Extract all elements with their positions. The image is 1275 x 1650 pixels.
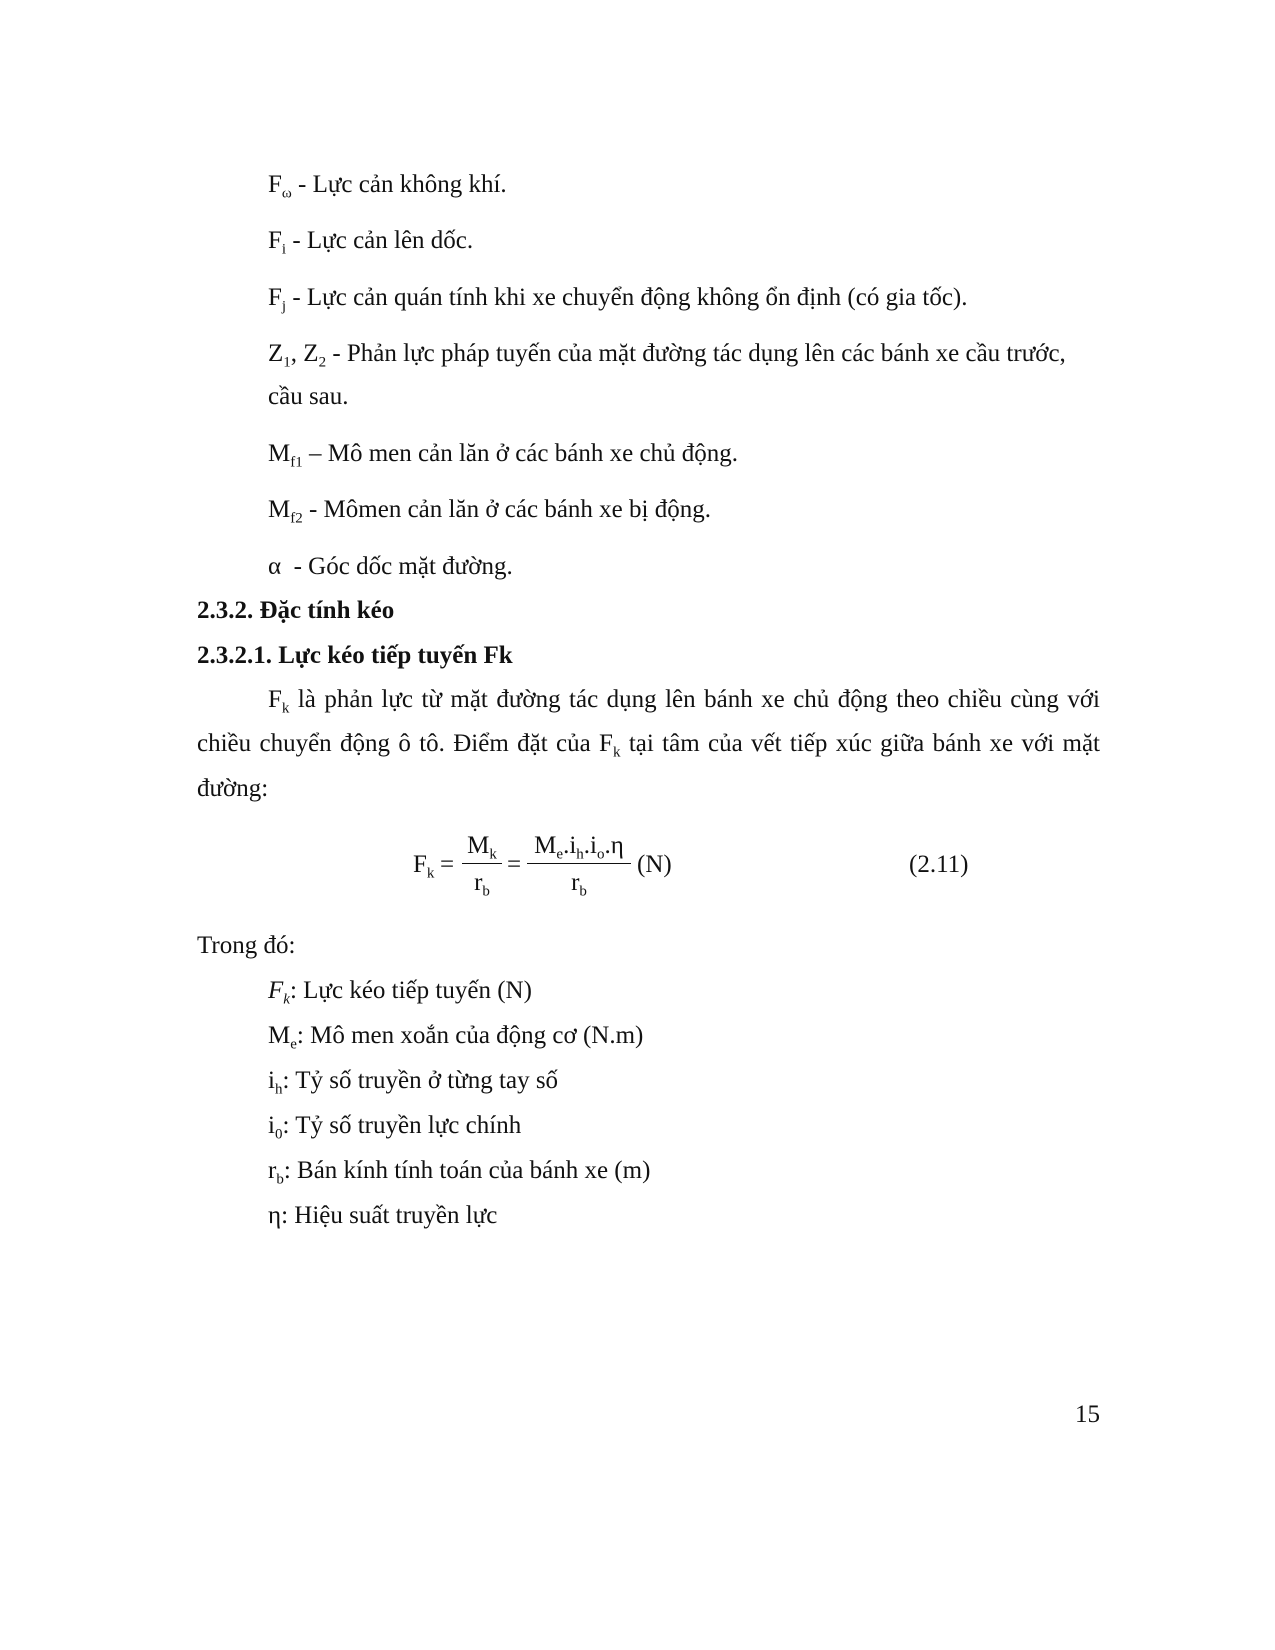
- fraction-2-numerator: $M_e.i_h.i_o.\eta$: [534, 832, 624, 863]
- equals-sign-1: =: [440, 851, 455, 878]
- fraction-1-denominator: $r_b$: [474, 869, 490, 900]
- equation-unit: (N): [637, 851, 672, 878]
- definition-alpha: α - Góc dốc mặt đường.: [268, 553, 513, 580]
- definition-rb: $r_b$: Bán kính tính toán của bánh xe (m): [268, 1157, 651, 1188]
- definition-f-i: $F_i$ - Lực cản lên dốc.: [268, 227, 474, 258]
- definition-f-omega: $F_\omega$ - Lực cản không khí.: [268, 171, 507, 202]
- paragraph-line-3: đường:: [197, 775, 269, 802]
- definition-z1-z2-continuation: cầu sau.: [268, 383, 349, 410]
- fraction-torque-over-rb: [527, 832, 631, 900]
- definition-mf1: $M_{f1}$ – Mô men cản lăn ở các bánh xe chủ động.: [268, 440, 739, 471]
- fraction-mk-over-rb: [462, 832, 502, 900]
- definition-fk: $F_k$: Lực kéo tiếp tuyến (N): [268, 977, 532, 1008]
- definition-ih: $i_h$: Tỷ số truyền ở từng tay số: [268, 1067, 559, 1098]
- fraction-1-bar: [462, 863, 502, 864]
- definition-i0: $i_0$: Tỷ số truyền lực chính: [268, 1112, 522, 1143]
- definition-mf2: $M_{f2}$ - Mômen cản lăn ở các bánh xe bị động.: [268, 496, 711, 527]
- definition-me: $M_e$: Mô men xoắn của động cơ (N.m): [268, 1022, 644, 1053]
- fraction-2-denominator: $r_b$: [571, 869, 587, 900]
- fraction-1-numerator: $M_k$: [467, 832, 497, 863]
- definition-z1-z2: $Z_1$, $Z_2$ - Phản lực pháp tuyến của mặt đường tác dụng lên các bánh xe cầu trước,: [268, 340, 1066, 371]
- section-heading-2-3-2: 2.3.2. Đặc tính kéo: [197, 597, 395, 624]
- where-label: Trong đó:: [197, 932, 296, 959]
- definition-eta: η: Hiệu suất truyền lực: [268, 1202, 498, 1229]
- page-number: 15: [1075, 1401, 1100, 1428]
- section-heading-2-3-2-1: 2.3.2.1. Lực kéo tiếp tuyến Fk: [197, 642, 513, 669]
- definition-f-j: $F_j$ - Lực cản quán tính khi xe chuyển động không ổn định (có gia tốc).: [268, 284, 968, 315]
- fraction-2-bar: [527, 863, 631, 864]
- paragraph-line-1: $F_k$ là phản lực từ mặt đường tác dụng lên bánh xe chủ động theo chiều cùng với: [268, 686, 1100, 717]
- equals-sign-2: =: [507, 851, 522, 878]
- equation-number: (2.11): [909, 851, 969, 878]
- paragraph-line-2: chiều chuyển động ô tô. Điểm đặt của $F_k$ tại tâm của vết tiếp xúc giữa bánh xe với mặt: [197, 730, 1100, 761]
- equation-lhs: $F_k$: [413, 851, 435, 882]
